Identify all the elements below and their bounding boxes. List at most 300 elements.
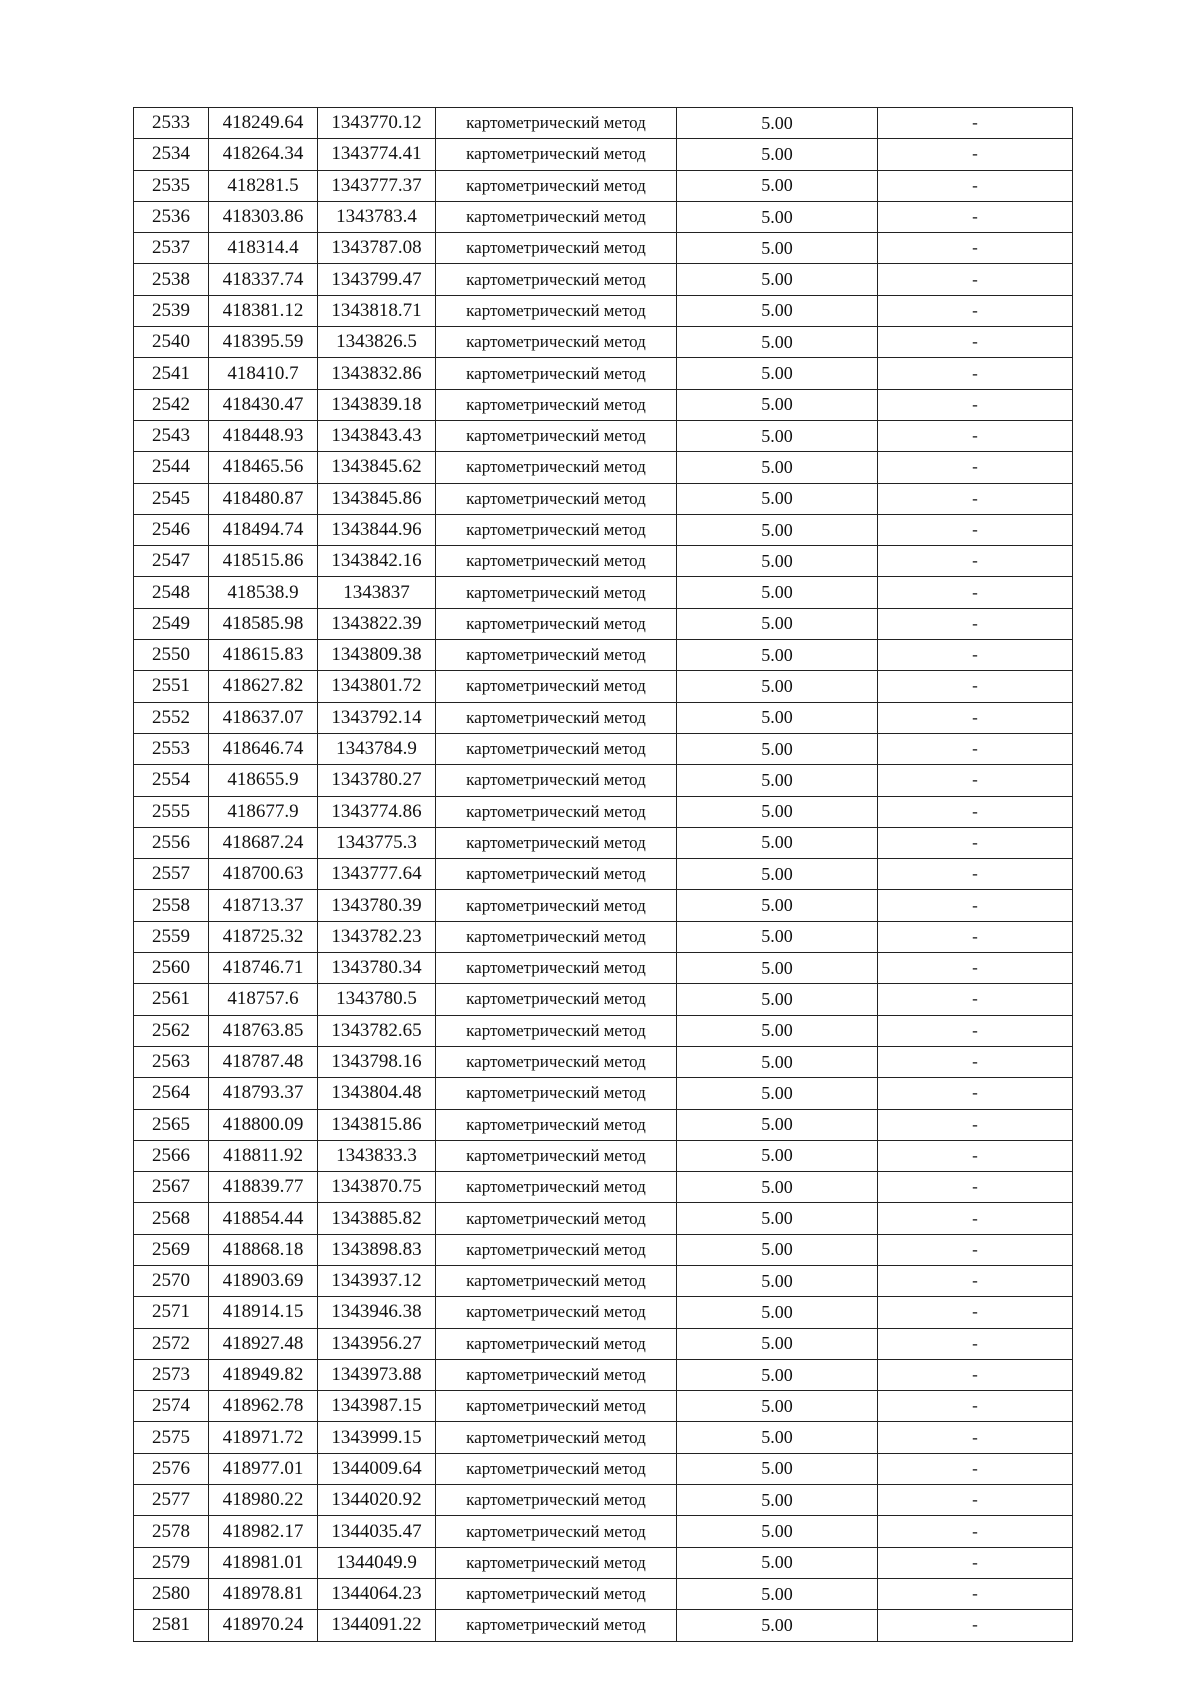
note-cell: -: [878, 671, 1073, 702]
x-coordinate-cell: 418646.74: [209, 733, 318, 764]
method-cell: картометрический метод: [436, 1453, 677, 1484]
y-coordinate-cell: 1343782.65: [318, 1015, 436, 1046]
method-cell: картометрический метод: [436, 796, 677, 827]
y-coordinate-cell: 1343842.16: [318, 546, 436, 577]
accuracy-cell: 5.00: [677, 295, 878, 326]
accuracy-cell: 5.00: [677, 827, 878, 858]
accuracy-cell: 5.00: [677, 1109, 878, 1140]
accuracy-cell: 5.00: [677, 1422, 878, 1453]
y-coordinate-cell: 1343946.38: [318, 1297, 436, 1328]
y-coordinate-cell: 1343804.48: [318, 1078, 436, 1109]
accuracy-cell: 5.00: [677, 608, 878, 639]
x-coordinate-cell: 418903.69: [209, 1265, 318, 1296]
note-cell: -: [878, 890, 1073, 921]
accuracy-cell: 5.00: [677, 1203, 878, 1234]
accuracy-cell: 5.00: [677, 483, 878, 514]
point-number-cell: 2556: [134, 827, 209, 858]
x-coordinate-cell: 418585.98: [209, 608, 318, 639]
note-cell: -: [878, 358, 1073, 389]
x-coordinate-cell: 418763.85: [209, 1015, 318, 1046]
table-row: [134, 640, 1073, 671]
x-coordinate-cell: 418971.72: [209, 1422, 318, 1453]
note-cell: -: [878, 1547, 1073, 1578]
note-cell: -: [878, 233, 1073, 264]
note-cell: -: [878, 765, 1073, 796]
x-coordinate-cell: 418962.78: [209, 1391, 318, 1422]
note-cell: -: [878, 546, 1073, 577]
method-cell: картометрический метод: [436, 1297, 677, 1328]
note-cell: -: [878, 640, 1073, 671]
note-cell: -: [878, 264, 1073, 295]
point-number-cell: 2542: [134, 389, 209, 420]
table-row: [134, 1391, 1073, 1422]
method-cell: картометрический метод: [436, 1610, 677, 1641]
table-row: [134, 953, 1073, 984]
method-cell: картометрический метод: [436, 295, 677, 326]
method-cell: картометрический метод: [436, 420, 677, 451]
y-coordinate-cell: 1343832.86: [318, 358, 436, 389]
y-coordinate-cell: 1343956.27: [318, 1328, 436, 1359]
y-coordinate-cell: 1343815.86: [318, 1109, 436, 1140]
note-cell: -: [878, 608, 1073, 639]
note-cell: -: [878, 1391, 1073, 1422]
accuracy-cell: 5.00: [677, 389, 878, 420]
x-coordinate-cell: 418410.7: [209, 358, 318, 389]
method-cell: картометрический метод: [436, 1203, 677, 1234]
table-row: [134, 264, 1073, 295]
note-cell: -: [878, 1453, 1073, 1484]
x-coordinate-cell: 418811.92: [209, 1140, 318, 1171]
x-coordinate-cell: 418381.12: [209, 295, 318, 326]
table-row: [134, 1046, 1073, 1077]
y-coordinate-cell: 1343792.14: [318, 702, 436, 733]
y-coordinate-cell: 1343845.62: [318, 452, 436, 483]
table-row: [134, 452, 1073, 483]
method-cell: картометрический метод: [436, 139, 677, 170]
table-row: [134, 483, 1073, 514]
point-number-cell: 2564: [134, 1078, 209, 1109]
method-cell: картометрический метод: [436, 577, 677, 608]
note-cell: -: [878, 1140, 1073, 1171]
note-cell: -: [878, 514, 1073, 545]
method-cell: картометрический метод: [436, 1485, 677, 1516]
note-cell: -: [878, 1578, 1073, 1609]
point-number-cell: 2563: [134, 1046, 209, 1077]
method-cell: картометрический метод: [436, 1359, 677, 1390]
x-coordinate-cell: 418655.9: [209, 765, 318, 796]
point-number-cell: 2577: [134, 1485, 209, 1516]
table-row: [134, 921, 1073, 952]
x-coordinate-cell: 418868.18: [209, 1234, 318, 1265]
method-cell: картометрический метод: [436, 108, 677, 139]
y-coordinate-cell: 1343782.23: [318, 921, 436, 952]
x-coordinate-cell: 418637.07: [209, 702, 318, 733]
point-number-cell: 2570: [134, 1265, 209, 1296]
x-coordinate-cell: 418677.9: [209, 796, 318, 827]
accuracy-cell: 5.00: [677, 327, 878, 358]
table-row: [134, 1547, 1073, 1578]
note-cell: -: [878, 1485, 1073, 1516]
method-cell: картометрический метод: [436, 1265, 677, 1296]
x-coordinate-cell: 418725.32: [209, 921, 318, 952]
point-number-cell: 2574: [134, 1391, 209, 1422]
point-number-cell: 2541: [134, 358, 209, 389]
accuracy-cell: 5.00: [677, 1610, 878, 1641]
y-coordinate-cell: 1344091.22: [318, 1610, 436, 1641]
note-cell: -: [878, 1265, 1073, 1296]
y-coordinate-cell: 1343973.88: [318, 1359, 436, 1390]
accuracy-cell: 5.00: [677, 1172, 878, 1203]
x-coordinate-cell: 418854.44: [209, 1203, 318, 1234]
x-coordinate-cell: 418839.77: [209, 1172, 318, 1203]
accuracy-cell: 5.00: [677, 1297, 878, 1328]
y-coordinate-cell: 1343798.16: [318, 1046, 436, 1077]
point-number-cell: 2547: [134, 546, 209, 577]
x-coordinate-cell: 418980.22: [209, 1485, 318, 1516]
y-coordinate-cell: 1343999.15: [318, 1422, 436, 1453]
accuracy-cell: 5.00: [677, 514, 878, 545]
note-cell: -: [878, 1516, 1073, 1547]
note-cell: -: [878, 170, 1073, 201]
accuracy-cell: 5.00: [677, 1015, 878, 1046]
x-coordinate-cell: 418494.74: [209, 514, 318, 545]
table-row: [134, 1140, 1073, 1171]
point-number-cell: 2562: [134, 1015, 209, 1046]
point-number-cell: 2576: [134, 1453, 209, 1484]
point-number-cell: 2543: [134, 420, 209, 451]
note-cell: -: [878, 796, 1073, 827]
y-coordinate-cell: 1343799.47: [318, 264, 436, 295]
accuracy-cell: 5.00: [677, 640, 878, 671]
table-row: [134, 577, 1073, 608]
note-cell: -: [878, 733, 1073, 764]
method-cell: картометрический метод: [436, 264, 677, 295]
accuracy-cell: 5.00: [677, 796, 878, 827]
y-coordinate-cell: 1343818.71: [318, 295, 436, 326]
y-coordinate-cell: 1343844.96: [318, 514, 436, 545]
accuracy-cell: 5.00: [677, 358, 878, 389]
note-cell: -: [878, 1078, 1073, 1109]
note-cell: -: [878, 1172, 1073, 1203]
x-coordinate-cell: 418337.74: [209, 264, 318, 295]
x-coordinate-cell: 418480.87: [209, 483, 318, 514]
y-coordinate-cell: 1343774.86: [318, 796, 436, 827]
table-row: [134, 1578, 1073, 1609]
method-cell: картометрический метод: [436, 546, 677, 577]
point-number-cell: 2550: [134, 640, 209, 671]
method-cell: картометрический метод: [436, 984, 677, 1015]
table-row: [134, 859, 1073, 890]
x-coordinate-cell: 418448.93: [209, 420, 318, 451]
point-number-cell: 2537: [134, 233, 209, 264]
point-number-cell: 2580: [134, 1578, 209, 1609]
note-cell: -: [878, 1203, 1073, 1234]
accuracy-cell: 5.00: [677, 264, 878, 295]
y-coordinate-cell: 1344020.92: [318, 1485, 436, 1516]
note-cell: -: [878, 827, 1073, 858]
point-number-cell: 2569: [134, 1234, 209, 1265]
note-cell: -: [878, 420, 1073, 451]
table-row: [134, 671, 1073, 702]
accuracy-cell: 5.00: [677, 420, 878, 451]
table-row: [134, 1453, 1073, 1484]
method-cell: картометрический метод: [436, 1109, 677, 1140]
y-coordinate-cell: 1343787.08: [318, 233, 436, 264]
x-coordinate-cell: 418615.83: [209, 640, 318, 671]
y-coordinate-cell: 1343780.34: [318, 953, 436, 984]
method-cell: картометрический метод: [436, 1172, 677, 1203]
method-cell: картометрический метод: [436, 827, 677, 858]
point-number-cell: 2557: [134, 859, 209, 890]
point-number-cell: 2536: [134, 201, 209, 232]
accuracy-cell: 5.00: [677, 1547, 878, 1578]
method-cell: картометрический метод: [436, 859, 677, 890]
y-coordinate-cell: 1343774.41: [318, 139, 436, 170]
point-number-cell: 2558: [134, 890, 209, 921]
x-coordinate-cell: 418800.09: [209, 1109, 318, 1140]
accuracy-cell: 5.00: [677, 1234, 878, 1265]
accuracy-cell: 5.00: [677, 201, 878, 232]
table-row: [134, 796, 1073, 827]
table-row: [134, 1015, 1073, 1046]
y-coordinate-cell: 1343775.3: [318, 827, 436, 858]
method-cell: картометрический метод: [436, 233, 677, 264]
method-cell: картометрический метод: [436, 358, 677, 389]
point-number-cell: 2554: [134, 765, 209, 796]
point-number-cell: 2572: [134, 1328, 209, 1359]
y-coordinate-cell: 1343783.4: [318, 201, 436, 232]
x-coordinate-cell: 418927.48: [209, 1328, 318, 1359]
accuracy-cell: 5.00: [677, 170, 878, 201]
table-row: [134, 1078, 1073, 1109]
accuracy-cell: 5.00: [677, 1485, 878, 1516]
method-cell: картометрический метод: [436, 1328, 677, 1359]
table-row: [134, 1485, 1073, 1516]
note-cell: -: [878, 295, 1073, 326]
note-cell: -: [878, 984, 1073, 1015]
method-cell: картометрический метод: [436, 1516, 677, 1547]
point-number-cell: 2566: [134, 1140, 209, 1171]
method-cell: картометрический метод: [436, 1578, 677, 1609]
x-coordinate-cell: 418465.56: [209, 452, 318, 483]
accuracy-cell: 5.00: [677, 984, 878, 1015]
note-cell: -: [878, 953, 1073, 984]
table-row: [134, 358, 1073, 389]
point-number-cell: 2546: [134, 514, 209, 545]
table-row: [134, 201, 1073, 232]
x-coordinate-cell: 418746.71: [209, 953, 318, 984]
method-cell: картометрический метод: [436, 608, 677, 639]
note-cell: -: [878, 1297, 1073, 1328]
method-cell: картометрический метод: [436, 514, 677, 545]
x-coordinate-cell: 418914.15: [209, 1297, 318, 1328]
method-cell: картометрический метод: [436, 389, 677, 420]
table-row: [134, 1359, 1073, 1390]
method-cell: картометрический метод: [436, 733, 677, 764]
accuracy-cell: 5.00: [677, 1516, 878, 1547]
x-coordinate-cell: 418713.37: [209, 890, 318, 921]
method-cell: картометрический метод: [436, 640, 677, 671]
y-coordinate-cell: 1343845.86: [318, 483, 436, 514]
x-coordinate-cell: 418793.37: [209, 1078, 318, 1109]
y-coordinate-cell: 1343839.18: [318, 389, 436, 420]
point-number-cell: 2578: [134, 1516, 209, 1547]
table-row: [134, 295, 1073, 326]
x-coordinate-cell: 418538.9: [209, 577, 318, 608]
point-number-cell: 2561: [134, 984, 209, 1015]
accuracy-cell: 5.00: [677, 859, 878, 890]
y-coordinate-cell: 1343784.9: [318, 733, 436, 764]
table-row: [134, 608, 1073, 639]
method-cell: картометрический метод: [436, 702, 677, 733]
table-row: [134, 765, 1073, 796]
table-row: [134, 702, 1073, 733]
table-row: [134, 233, 1073, 264]
accuracy-cell: 5.00: [677, 546, 878, 577]
y-coordinate-cell: 1343770.12: [318, 108, 436, 139]
point-number-cell: 2573: [134, 1359, 209, 1390]
point-number-cell: 2540: [134, 327, 209, 358]
y-coordinate-cell: 1343822.39: [318, 608, 436, 639]
y-coordinate-cell: 1343777.64: [318, 859, 436, 890]
x-coordinate-cell: 418977.01: [209, 1453, 318, 1484]
y-coordinate-cell: 1343826.5: [318, 327, 436, 358]
coordinates-table: [133, 107, 1073, 1642]
accuracy-cell: 5.00: [677, 1391, 878, 1422]
y-coordinate-cell: 1343780.27: [318, 765, 436, 796]
y-coordinate-cell: 1343780.39: [318, 890, 436, 921]
note-cell: -: [878, 389, 1073, 420]
y-coordinate-cell: 1344035.47: [318, 1516, 436, 1547]
accuracy-cell: 5.00: [677, 233, 878, 264]
table-row: [134, 733, 1073, 764]
method-cell: картометрический метод: [436, 1046, 677, 1077]
x-coordinate-cell: 418264.34: [209, 139, 318, 170]
point-number-cell: 2559: [134, 921, 209, 952]
point-number-cell: 2571: [134, 1297, 209, 1328]
table-row: [134, 108, 1073, 139]
table-row: [134, 1172, 1073, 1203]
y-coordinate-cell: 1343898.83: [318, 1234, 436, 1265]
x-coordinate-cell: 418249.64: [209, 108, 318, 139]
x-coordinate-cell: 418949.82: [209, 1359, 318, 1390]
point-number-cell: 2535: [134, 170, 209, 201]
point-number-cell: 2548: [134, 577, 209, 608]
y-coordinate-cell: 1343833.3: [318, 1140, 436, 1171]
table-row: [134, 327, 1073, 358]
accuracy-cell: 5.00: [677, 1328, 878, 1359]
point-number-cell: 2533: [134, 108, 209, 139]
method-cell: картометрический метод: [436, 1422, 677, 1453]
y-coordinate-cell: 1343801.72: [318, 671, 436, 702]
accuracy-cell: 5.00: [677, 1140, 878, 1171]
coordinates-table-body: [134, 108, 1073, 1642]
accuracy-cell: 5.00: [677, 577, 878, 608]
note-cell: -: [878, 1422, 1073, 1453]
table-row: [134, 1234, 1073, 1265]
accuracy-cell: 5.00: [677, 1453, 878, 1484]
note-cell: -: [878, 1015, 1073, 1046]
method-cell: картометрический метод: [436, 1015, 677, 1046]
point-number-cell: 2567: [134, 1172, 209, 1203]
note-cell: -: [878, 139, 1073, 170]
y-coordinate-cell: 1344049.9: [318, 1547, 436, 1578]
table-row: [134, 827, 1073, 858]
accuracy-cell: 5.00: [677, 1046, 878, 1077]
method-cell: картометрический метод: [436, 452, 677, 483]
point-number-cell: 2539: [134, 295, 209, 326]
y-coordinate-cell: 1343987.15: [318, 1391, 436, 1422]
point-number-cell: 2575: [134, 1422, 209, 1453]
point-number-cell: 2579: [134, 1547, 209, 1578]
table-row: [134, 139, 1073, 170]
note-cell: -: [878, 108, 1073, 139]
table-row: [134, 1328, 1073, 1359]
accuracy-cell: 5.00: [677, 1078, 878, 1109]
accuracy-cell: 5.00: [677, 108, 878, 139]
note-cell: -: [878, 921, 1073, 952]
point-number-cell: 2534: [134, 139, 209, 170]
accuracy-cell: 5.00: [677, 702, 878, 733]
table-row: [134, 1610, 1073, 1641]
method-cell: картометрический метод: [436, 890, 677, 921]
point-number-cell: 2544: [134, 452, 209, 483]
note-cell: -: [878, 452, 1073, 483]
method-cell: картометрический метод: [436, 1078, 677, 1109]
table-row: [134, 984, 1073, 1015]
accuracy-cell: 5.00: [677, 733, 878, 764]
table-row: [134, 546, 1073, 577]
point-number-cell: 2538: [134, 264, 209, 295]
point-number-cell: 2549: [134, 608, 209, 639]
table-row: [134, 1516, 1073, 1547]
accuracy-cell: 5.00: [677, 671, 878, 702]
note-cell: -: [878, 1328, 1073, 1359]
method-cell: картометрический метод: [436, 1140, 677, 1171]
x-coordinate-cell: 418515.86: [209, 546, 318, 577]
x-coordinate-cell: 418687.24: [209, 827, 318, 858]
accuracy-cell: 5.00: [677, 1578, 878, 1609]
point-number-cell: 2552: [134, 702, 209, 733]
x-coordinate-cell: 418700.63: [209, 859, 318, 890]
note-cell: -: [878, 327, 1073, 358]
x-coordinate-cell: 418314.4: [209, 233, 318, 264]
table-row: [134, 420, 1073, 451]
y-coordinate-cell: 1343780.5: [318, 984, 436, 1015]
accuracy-cell: 5.00: [677, 953, 878, 984]
x-coordinate-cell: 418978.81: [209, 1578, 318, 1609]
x-coordinate-cell: 418982.17: [209, 1516, 318, 1547]
method-cell: картометрический метод: [436, 483, 677, 514]
y-coordinate-cell: 1343870.75: [318, 1172, 436, 1203]
point-number-cell: 2565: [134, 1109, 209, 1140]
y-coordinate-cell: 1343843.43: [318, 420, 436, 451]
x-coordinate-cell: 418970.24: [209, 1610, 318, 1641]
y-coordinate-cell: 1343837: [318, 577, 436, 608]
method-cell: картометрический метод: [436, 765, 677, 796]
x-coordinate-cell: 418757.6: [209, 984, 318, 1015]
note-cell: -: [878, 1610, 1073, 1641]
note-cell: -: [878, 201, 1073, 232]
point-number-cell: 2555: [134, 796, 209, 827]
method-cell: картометрический метод: [436, 671, 677, 702]
y-coordinate-cell: 1343937.12: [318, 1265, 436, 1296]
note-cell: -: [878, 1109, 1073, 1140]
y-coordinate-cell: 1344009.64: [318, 1453, 436, 1484]
point-number-cell: 2560: [134, 953, 209, 984]
table-row: [134, 890, 1073, 921]
accuracy-cell: 5.00: [677, 890, 878, 921]
